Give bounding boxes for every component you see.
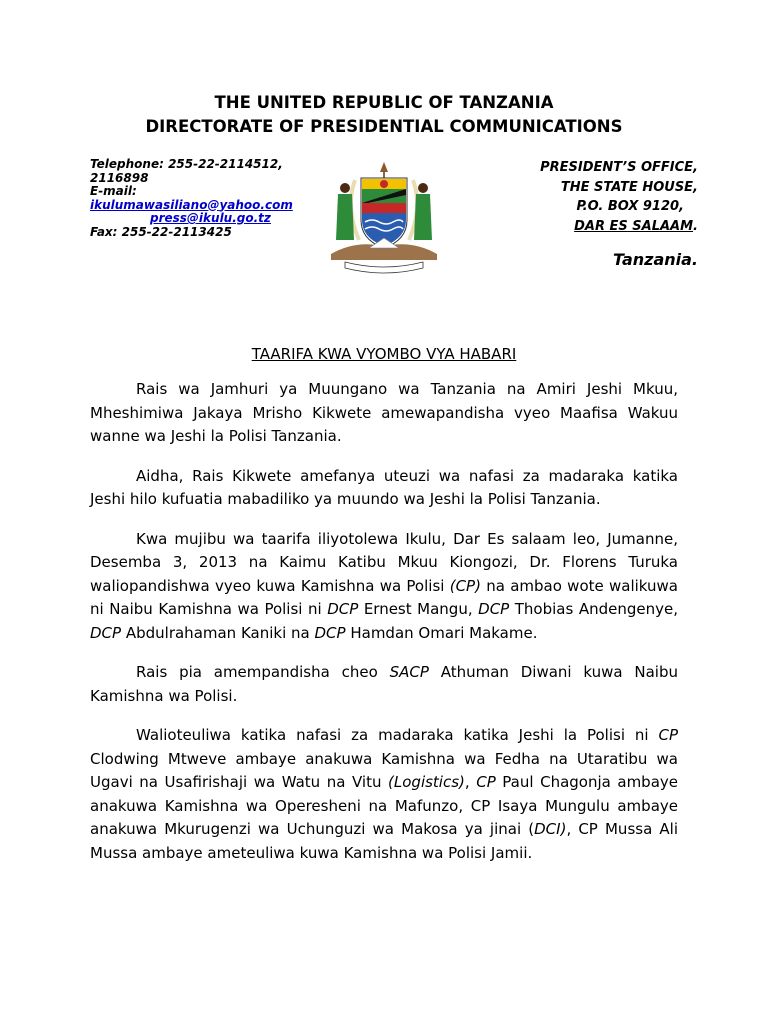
office-line: PRESIDENT’S OFFICE, bbox=[540, 160, 698, 175]
p5-text-g: Paul Chagonja ambaye anakuwa Kamishna wa Operesheni na Mafunzo, CP Isaya Mungulu ambaye anakuwa Mkurugenzi wa Uchunguzi wa Makosa ya jinai ( bbox=[90, 773, 679, 838]
city-name: DAR ES SALAAM bbox=[574, 218, 694, 234]
paragraph-2: Aidha, Rais Kikwete amefanya uteuzi wa nafasi za madaraka katika Jeshi hilo kufuatia mabadiliko ya muundo wa Jeshi la Polisi Tanzania. bbox=[90, 466, 678, 508]
country-name: Tanzania bbox=[612, 250, 692, 269]
fax-line: Fax: 255-22-2113425 bbox=[90, 224, 232, 239]
p3-abbr-dcp-4: DCP bbox=[314, 623, 346, 642]
contact-left-block bbox=[90, 158, 315, 239]
city-line bbox=[478, 217, 698, 237]
p3-text-g: Thobias Andengenye, bbox=[509, 600, 678, 618]
p4-abbr-sacp: SACP bbox=[389, 663, 429, 681]
header-line-2: DIRECTORATE OF PRESIDENTIAL COMMUNICATIONS bbox=[145, 117, 623, 136]
p3-text-i: Abdulrahaman Kaniki na bbox=[121, 623, 315, 642]
paragraph-5 bbox=[90, 724, 678, 865]
paragraph-3 bbox=[90, 528, 678, 646]
p4-text-a: Rais pia amempandisha cheo bbox=[136, 663, 390, 681]
p3-abbr-cp: (CP) bbox=[449, 576, 481, 595]
p3-abbr-dcp-2: DCP bbox=[478, 600, 510, 618]
p3-text-a: Kwa mujibu wa taarifa iliyotolewa Ikulu, Dar Es salaam leo, Jumanne, Desemba 3, 2013 na Kaimu Katibu Mkuu Kiongozi, Dr. Florens Turuka waliopandishwa vyeo kuwa Kamishna wa Polisi bbox=[90, 529, 678, 595]
contact-right-block bbox=[478, 158, 698, 236]
coat-of-arms-icon bbox=[325, 162, 443, 274]
p3-text-e: Ernest Mangu, bbox=[358, 600, 479, 618]
p4-text-c: Athuman Diwani kuwa Naibu Kamishna wa Polisi. bbox=[90, 663, 678, 705]
p5-text-a: Walioteuliwa katika nafasi za madaraka katika Jeshi la Polisi ni bbox=[136, 726, 659, 744]
p3-text-k: Hamdan Omari Makame. bbox=[345, 623, 538, 642]
p3-abbr-dcp-3: DCP bbox=[90, 623, 122, 642]
telephone-line: Telephone: 255-22-2114512, bbox=[90, 157, 283, 171]
p5-text-e: , bbox=[464, 773, 477, 791]
p3-abbr-dcp-1: DCP bbox=[327, 600, 359, 618]
p5-abbr-dci: DCI) bbox=[534, 820, 567, 838]
country-line bbox=[613, 250, 698, 269]
p5-abbr-cp-1: CP bbox=[658, 726, 678, 744]
email-link-1[interactable]: ikulumawasiliano@yahoo.com bbox=[90, 197, 293, 212]
po-box-line: P.O. BOX 9120, bbox=[576, 199, 684, 214]
p5-text-i: , CP Mussa Ali Mussa ambaye ameteuliwa kuwa Kamishna wa Polisi Jamii. bbox=[90, 820, 678, 862]
paragraph-1: Rais wa Jamhuri ya Muungano wa Tanzania na Amiri Jeshi Mkuu, Mheshimiwa Jakaya Mrisho Kikwete amewapandisha vyeo Maafisa Wakuu wanne wa Jeshi la Polisi Tanzania. bbox=[90, 380, 678, 445]
document-body bbox=[90, 378, 678, 881]
email-label: E-mail: bbox=[90, 184, 137, 198]
country-suffix: . bbox=[691, 250, 698, 269]
document-title: TAARIFA KWA VYOMBO VYA HABARI bbox=[251, 345, 517, 363]
paragraph-4 bbox=[90, 661, 678, 708]
state-house-line: THE STATE HOUSE, bbox=[560, 179, 698, 195]
header-line-1: THE UNITED REPUBLIC OF TANZANIA bbox=[214, 93, 554, 112]
p3-text-c: na ambao wote walikuwa ni Naibu Kamishna wa Polisi ni bbox=[90, 576, 678, 618]
email-link-2[interactable]: press@ikulu.go.tz bbox=[150, 211, 271, 225]
p5-text-c: Clodwing Mtweve ambaye anakuwa Kamishna wa Fedha na Utaratibu wa Ugavi na Usafirishaji wa Watu na Vitu bbox=[90, 749, 678, 791]
telephone-line-2: 2116898 bbox=[90, 170, 149, 185]
p5-abbr-cp-2: CP bbox=[476, 773, 496, 791]
p5-abbr-logistics: (Logistics) bbox=[388, 773, 465, 791]
city-suffix: . bbox=[693, 218, 698, 234]
